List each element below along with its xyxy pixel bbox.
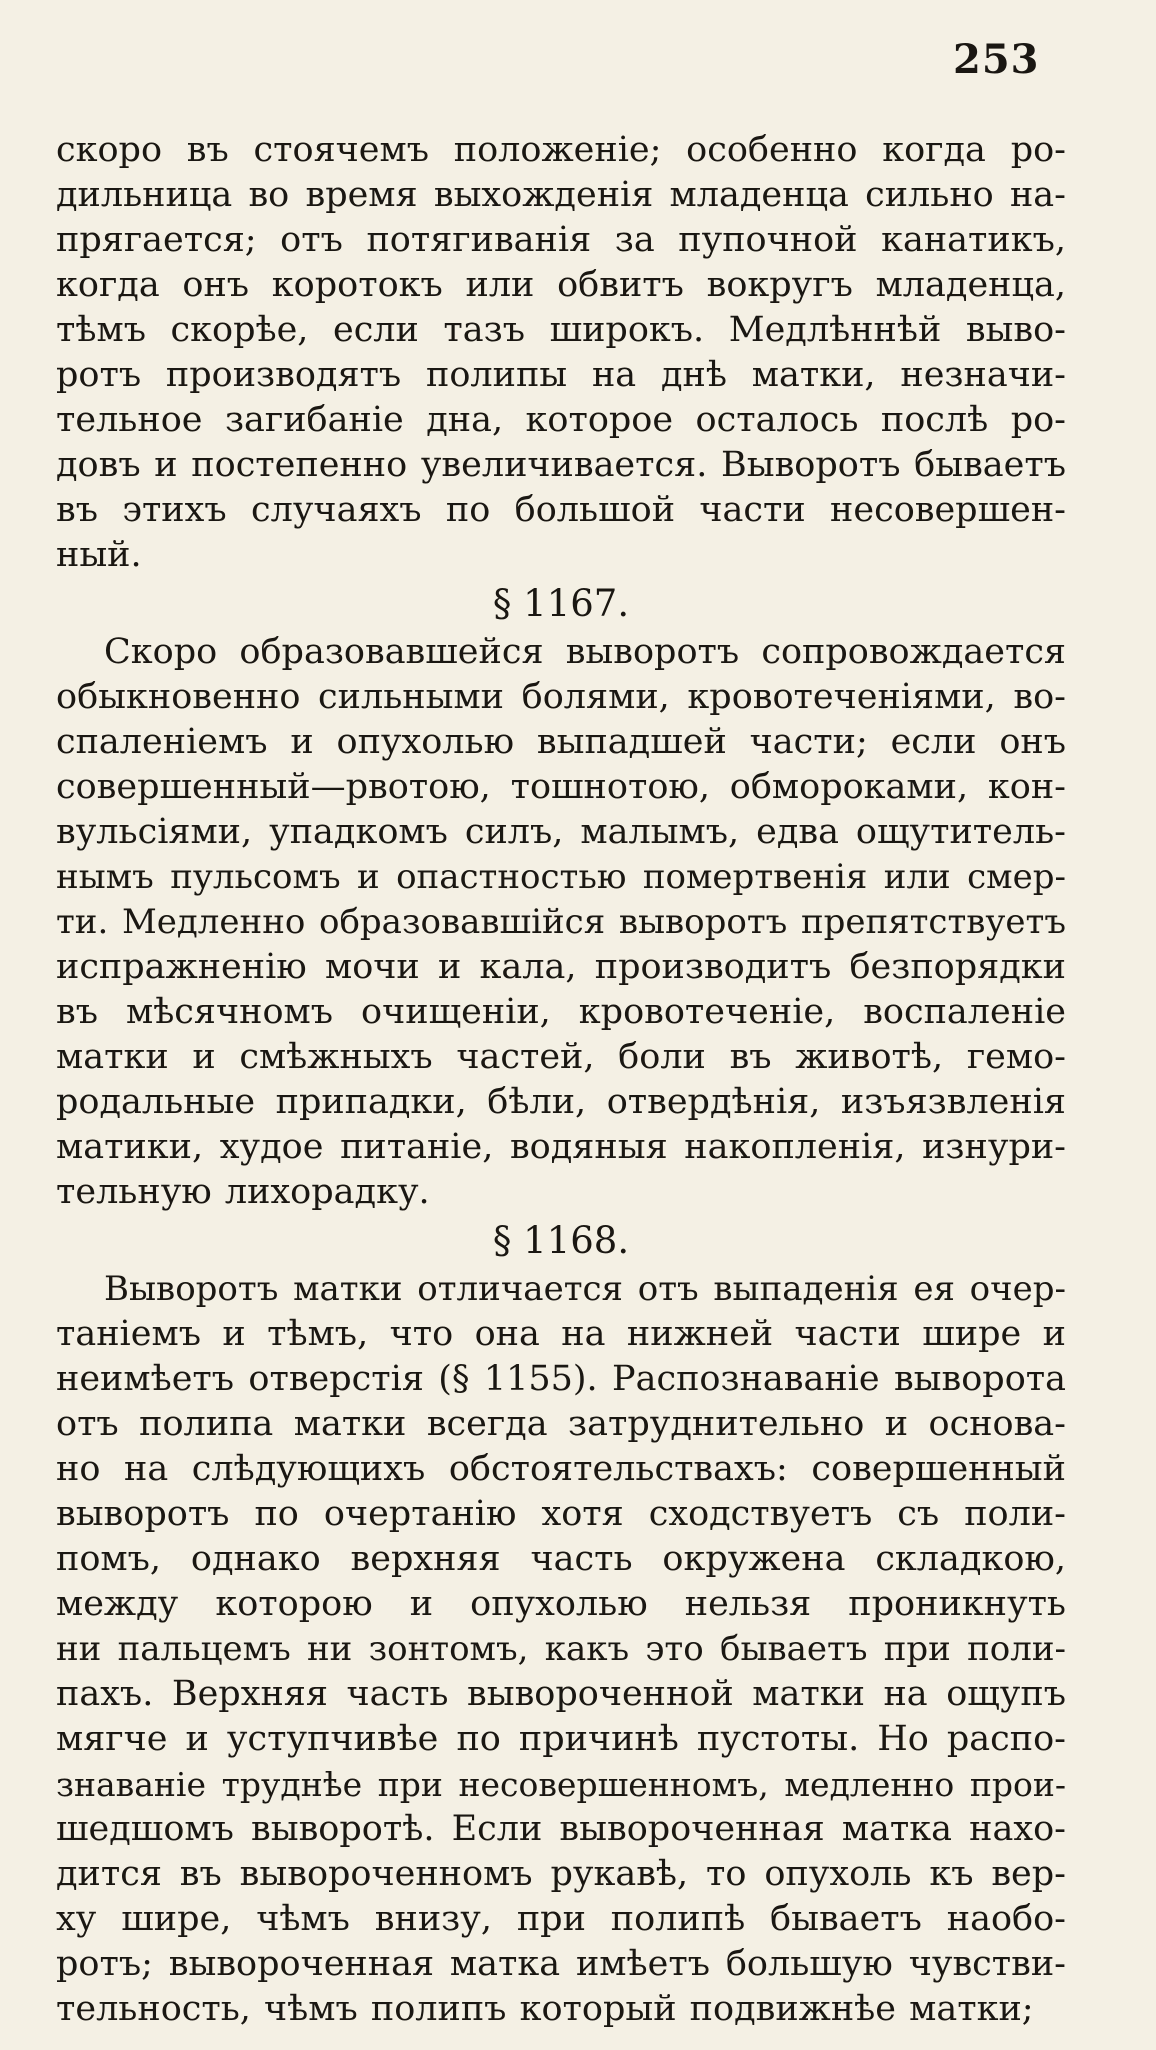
text-line: помъ, однако верхняя часть окружена складкою,: [56, 1539, 1066, 1579]
text-line: Скоро образовавшейся выворотъ сопровождается: [104, 632, 1066, 672]
text-line: тельную лихорадку.: [56, 1172, 430, 1212]
text-line: ный.: [56, 535, 142, 575]
text-line: тельность, чѣмъ полипъ который подвижнѣе матки;: [56, 1989, 1034, 2029]
section-heading-1168: § 1168.: [492, 1219, 630, 1262]
text-line: дится въ вывороченномъ рукавѣ, то опухоль къ вер-: [56, 1854, 1066, 1894]
text-line: прягается; отъ потягиванія за пупочной канатикъ,: [56, 220, 1066, 260]
text-line: пахъ. Верхняя часть вывороченной матки на ощупъ: [56, 1674, 1066, 1714]
text-line: испражненію мочи и кала, производитъ безпорядки: [56, 947, 1066, 987]
text-line: довъ и постепенно увеличивается. Выворотъ бываетъ: [56, 445, 1066, 485]
text-line: обыкновенно сильными болями, кровотеченіями, во-: [56, 677, 1066, 717]
text-line: матки и смѣжныхъ частей, боли въ животѣ, гемо-: [56, 1037, 1066, 1077]
text-line: дильница во время выхожденія младенца сильно на-: [56, 175, 1066, 215]
text-line: родальные припадки, бѣли, отвердѣнія, изъязвленія: [56, 1082, 1066, 1122]
text-line: совершенный—рвотою, тошнотою, обмороками, кон-: [56, 767, 1066, 807]
text-line: тельное загибаніе дна, которое осталось послѣ ро-: [56, 400, 1066, 440]
text-line: спаленіемъ и опухолью выпадшей части; если онъ: [56, 722, 1066, 762]
text-line: нымъ пульсомъ и опастностью помертвенія или смер-: [56, 857, 1066, 897]
section-heading-1167: § 1167.: [492, 582, 630, 625]
text-line: неимѣетъ отверстія (§ 1155). Распознаваніе выворота: [56, 1359, 1066, 1399]
text-line: выворотъ по очертанію хотя сходствуетъ съ поли-: [56, 1494, 1066, 1534]
text-line: тѣмъ скорѣе, если тазъ широкъ. Медлѣннѣй выво-: [56, 310, 1066, 350]
text-line: въ этихъ случаяхъ по большой части несовершен-: [56, 490, 1066, 530]
text-line: знаваніе труднѣе при несовершенномъ, медленно прои-: [56, 1765, 1066, 1804]
text-line: матики, худое питаніе, водяныя накопленія, изнури-: [56, 1127, 1066, 1167]
body-text: [56, 128, 1066, 2032]
text-line: въ мѣсячномъ очищеніи, кровотеченіе, воспаленіе: [56, 992, 1066, 1032]
text-line: ротъ; вывороченная матка имѣетъ большую чувстви-: [56, 1944, 1066, 1984]
text-line: ротъ производятъ полипы на днѣ матки, незначи-: [56, 355, 1066, 395]
text-line: Выворотъ матки отличается отъ выпаденія ея очер-: [104, 1269, 1066, 1309]
text-line: таніемъ и тѣмъ, что она на нижней части шире и: [56, 1314, 1066, 1354]
text-line: отъ полипа матки всегда затруднительно и основа-: [56, 1404, 1066, 1444]
text-line: вульсіями, упадкомъ силъ, малымъ, едва ощутитель-: [56, 812, 1066, 852]
text-line: ни пальцемъ ни зонтомъ, какъ это бываетъ при поли-: [56, 1629, 1066, 1669]
page-number: 253: [953, 36, 1040, 83]
text-line: когда онъ коротокъ или обвитъ вокругъ младенца,: [56, 265, 1066, 305]
text-line: ху шире, чѣмъ внизу, при полипѣ бываетъ наобо-: [56, 1899, 1066, 1939]
text-line: шедшомъ выворотѣ. Если вывороченная матка нахо-: [56, 1809, 1066, 1849]
text-line: скоро въ стоячемъ положеніе; особенно когда ро-: [56, 130, 1066, 170]
text-line: мягче и уступчивѣе по причинѣ пустоты. Но распо-: [56, 1719, 1066, 1759]
text-line: но на слѣдующихъ обстоятельствахъ: совершенный: [56, 1449, 1066, 1489]
text-line: ти. Медленно образовавшійся выворотъ препятствуетъ: [56, 902, 1066, 942]
text-line: между которою и опухолью нельзя проникнуть: [56, 1584, 1066, 1624]
